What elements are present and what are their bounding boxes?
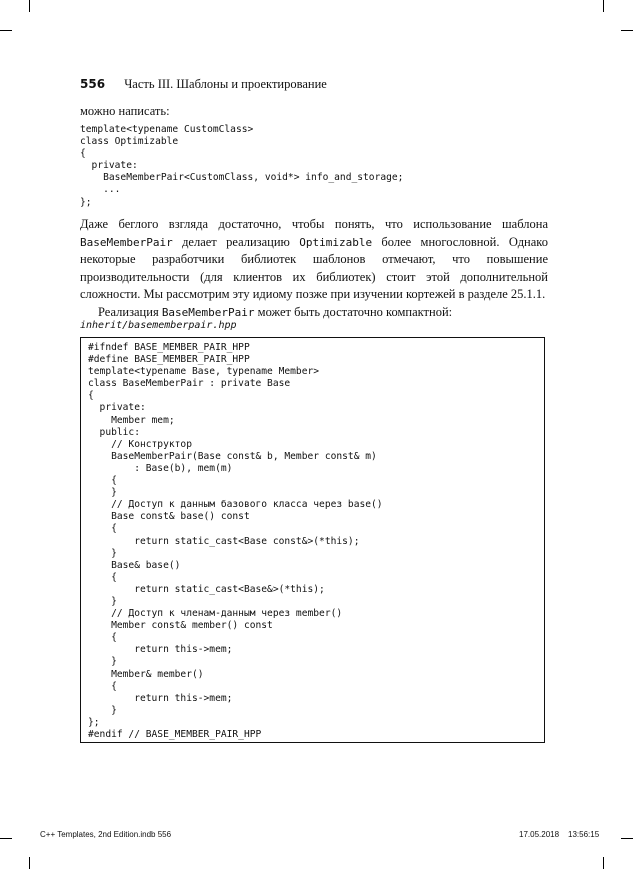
code-line: // Доступ к членам-данным через member() xyxy=(88,608,343,620)
crop-mark xyxy=(0,30,12,31)
code-line: Base const& base() const xyxy=(88,511,250,523)
code-line: { xyxy=(88,523,117,535)
text-run: Даже беглого взгляда достаточно, чтобы понять, что использование шаблона xyxy=(80,217,548,231)
code-line: } xyxy=(88,656,117,668)
code-line: #endif // BASE_MEMBER_PAIR_HPP xyxy=(88,729,262,740)
code-line: { xyxy=(88,680,117,692)
code-line: { xyxy=(88,475,117,487)
code-line: return static_cast<Base&>(*this); xyxy=(88,583,325,595)
code-line: class Optimizable xyxy=(80,136,179,148)
inline-code: BaseMemberPair xyxy=(161,305,255,319)
crop-mark xyxy=(603,857,604,869)
code-line: #define BASE_MEMBER_PAIR_HPP xyxy=(88,354,250,366)
intro-text: можно написать: xyxy=(80,104,170,118)
crop-mark xyxy=(29,0,30,12)
code-line: ... xyxy=(80,184,121,196)
code-line: public: xyxy=(88,426,140,438)
crop-mark xyxy=(621,30,633,31)
code-line: private: xyxy=(88,402,146,414)
code-line: { xyxy=(88,632,117,644)
paragraph xyxy=(80,304,548,322)
code-line: { xyxy=(80,148,86,160)
file-name: inherit/basememberpair.hpp xyxy=(80,320,237,331)
code-line: // Конструктор xyxy=(88,438,192,450)
crop-mark xyxy=(0,838,12,839)
code-line: } xyxy=(88,547,117,559)
code-line: { xyxy=(88,571,117,583)
code-line: #ifndef BASE_MEMBER_PAIR_HPP xyxy=(88,342,250,353)
code-line: template<typename Base, typename Member> xyxy=(88,366,320,378)
code-line: template<typename CustomClass> xyxy=(80,124,254,135)
footer-time: 13:56:15 xyxy=(568,830,600,839)
code-line: { xyxy=(88,390,94,402)
crop-mark xyxy=(621,838,633,839)
code-line: BaseMemberPair(Base const& b, Member const& m) xyxy=(88,450,377,462)
code-line: BaseMemberPair<CustomClass, void*> info_and_storage; xyxy=(80,172,404,184)
code-line: Member const& member() const xyxy=(88,620,273,632)
code-line: } xyxy=(88,704,117,716)
code-line: Member mem; xyxy=(88,414,175,426)
text-run: Реализация xyxy=(98,304,162,319)
code-line: private: xyxy=(80,160,138,172)
footer-date: 17.05.2018 xyxy=(519,830,560,839)
code-line: Member& member() xyxy=(88,668,204,680)
code-line: }; xyxy=(88,716,100,728)
running-title: Часть III. Шаблоны и проектирование xyxy=(124,77,327,91)
inline-code: BaseMemberPair xyxy=(80,235,173,249)
crop-mark xyxy=(603,0,604,12)
code-line: } xyxy=(88,487,117,499)
inline-code: Optimizable xyxy=(299,235,373,249)
body-text xyxy=(80,216,548,321)
code-line: class BaseMemberPair : private Base xyxy=(88,378,291,390)
text-run: может быть достаточно компактной: xyxy=(254,304,453,319)
page-header xyxy=(80,77,327,92)
code-line: return this->mem; xyxy=(88,644,233,656)
footer-file: C++ Templates, 2nd Edition.indb 556 xyxy=(40,830,172,839)
code-line: return this->mem; xyxy=(88,692,233,704)
text-run: более многословной. Однако некоторые разработчики библиотек шаблонов отмечают, что повышение производительности (для клиентов их библиотек) стоит этой дополнительной сложности. Мы рассмотрим эту идиому позже при изучении кортежей в разделе 25.1.1. xyxy=(80,234,548,301)
code-line: }; xyxy=(80,196,92,208)
code-line: : Base(b), mem(m) xyxy=(88,462,233,474)
code-listing xyxy=(80,337,545,743)
code-line: } xyxy=(88,595,117,607)
text-run: делает реализацию xyxy=(172,234,300,249)
code-line: Base& base() xyxy=(88,559,181,571)
code-line: // Доступ к данным базового класса через base() xyxy=(88,499,383,511)
page-number: 556 xyxy=(80,77,106,91)
code-snippet xyxy=(80,124,403,209)
paragraph xyxy=(80,216,548,304)
code-line: return static_cast<Base const&>(*this); xyxy=(88,535,360,547)
crop-mark xyxy=(29,857,30,869)
